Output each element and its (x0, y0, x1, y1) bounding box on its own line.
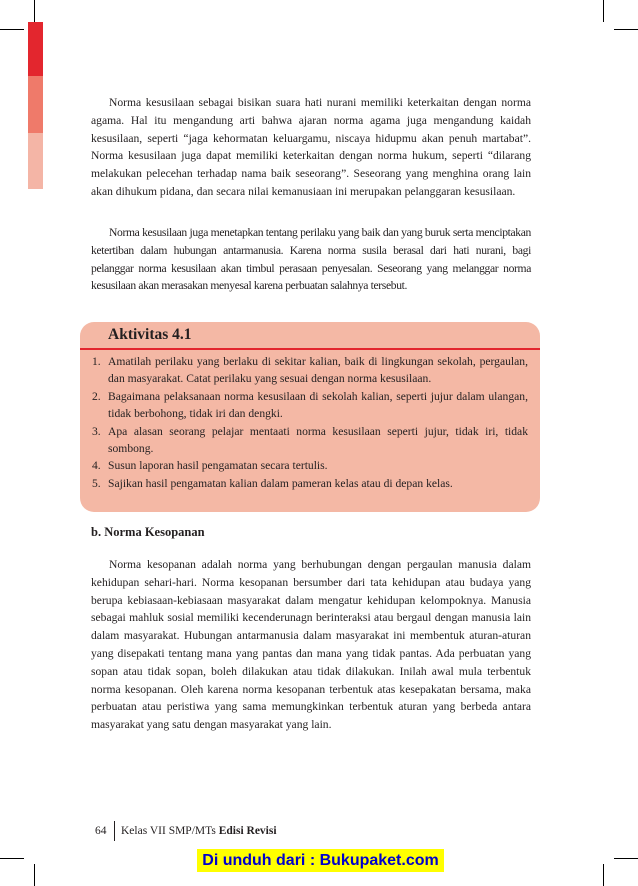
side-bar-light (28, 133, 43, 189)
activity-divider (80, 348, 540, 350)
crop-mark (614, 29, 638, 30)
crop-mark (0, 29, 24, 30)
section-heading: b. Norma Kesopanan (91, 525, 205, 539)
crop-mark (0, 858, 24, 859)
paragraph-norma-kesusilaan-2: Norma kesusilaan juga menetapkan tentang perilaku yang baik dan yang buruk serta menciptakan ketertiban dalam hubungan antarmanusia. Karena norma susila berasal dari hati nurani, bagi pelanggar norma kesusilaan akan timbul perasaan penyesalan. Seseorang yang melanggar norma kesusilaan akan merasakan menyesal karena perbuatan salahnya tersebut. (91, 226, 531, 293)
footer-book-title: Kelas VII SMP/MTs (121, 825, 216, 837)
crop-mark (34, 864, 35, 886)
crop-mark (34, 0, 35, 22)
footer-edition: Edisi Revisi (218, 825, 277, 837)
activity-item: 2. Bagaimana pelaksanaan norma kesusilaan di sekolah kalian, seperti jujur dalam ulangan, tidak berbohong, tidak iri dan dengki. (92, 389, 528, 421)
footer-divider (114, 821, 115, 841)
activity-item: 3. Apa alasan seorang pelajar mentaati norma kesusilaan seperti jujur, tidak iri, tidak sombong. (92, 424, 528, 456)
crop-mark (603, 0, 604, 22)
footer-book-info (121, 825, 277, 837)
activity-list (80, 353, 528, 492)
activity-item: 5. Sajikan hasil pengamatan kalian dalam pameran kelas atau di depan kelas. (92, 476, 453, 490)
paragraph-norma-kesusilaan-1: Norma kesusilaan sebagai bisikan suara hati nurani memiliki keterkaitan dengan norma agama. Hal itu mengandung arti bahwa ajaran norma agama juga mengandung kaidah kesusilaan, seperti “jaga kehormatan keluargamu, niscaya hidupmu akan penuh martabat”. Norma kesusilaan juga dapat memiliki keterkaitan dengan norma hukum, seperti “dilarang melakukan pelecehan terhadap nama baik seseorang”. Seseorang yang menghina orang lain akan dihukum pidana, dan secara nilai kemanusiaan ini merupakan pelanggaran kesusilaan. (91, 96, 531, 198)
activity-title: Aktivitas 4.1 (108, 326, 192, 343)
activity-box (80, 322, 540, 512)
side-bar-red (28, 22, 43, 76)
activity-item: 1. Amatilah perilaku yang berlaku di sekitar kalian, baik di lingkungan sekolah, pergaulan, dan masyarakat. Catat perilaku yang sesuai dengan norma kesusilaan. (92, 355, 528, 386)
crop-mark (614, 858, 638, 859)
activity-item: 4. Susun laporan hasil pengamatan secara tertulis. (92, 459, 328, 473)
side-bar-salmon (28, 76, 43, 133)
download-banner-link[interactable]: Di unduh dari : Bukupaket.com (197, 849, 444, 872)
crop-mark (603, 864, 604, 886)
page-number: 64 (95, 825, 107, 837)
paragraph-norma-kesopanan: Norma kesopanan adalah norma yang berhubungan dengan pergaulan manusia dalam kehidupan sehari-hari. Norma kesopanan bersumber dari tata kehidupan atau budaya yang berupa kebiasaan-kebiasaan masyarakat dalam mengatur kehidupan kelompoknya. Manusia sebagai mahluk sosial memiliki kecenderunagn berinteraksi atau bergaul dengan manusia lain dalam masyarakat. Hubungan antarmanusia dalam masyarakat ini membentuk aturan-aturan yang disepakati tentang mana yang pantas dan mana yang tidak pantas. Ada perbuatan yang sopan atau tidak sopan, boleh dilakukan atau tidak dilakukan. Inilah awal mula terbentuk norma kesopanan. Oleh karena norma kesopanan terbentuk atas kesepakatan bersama, maka perbuatan atau peristiwa yang sama memungkinkan terbentuk aturan yang berbeda antara masyarakat yang satu dengan masyarakat yang lain. (91, 558, 531, 732)
